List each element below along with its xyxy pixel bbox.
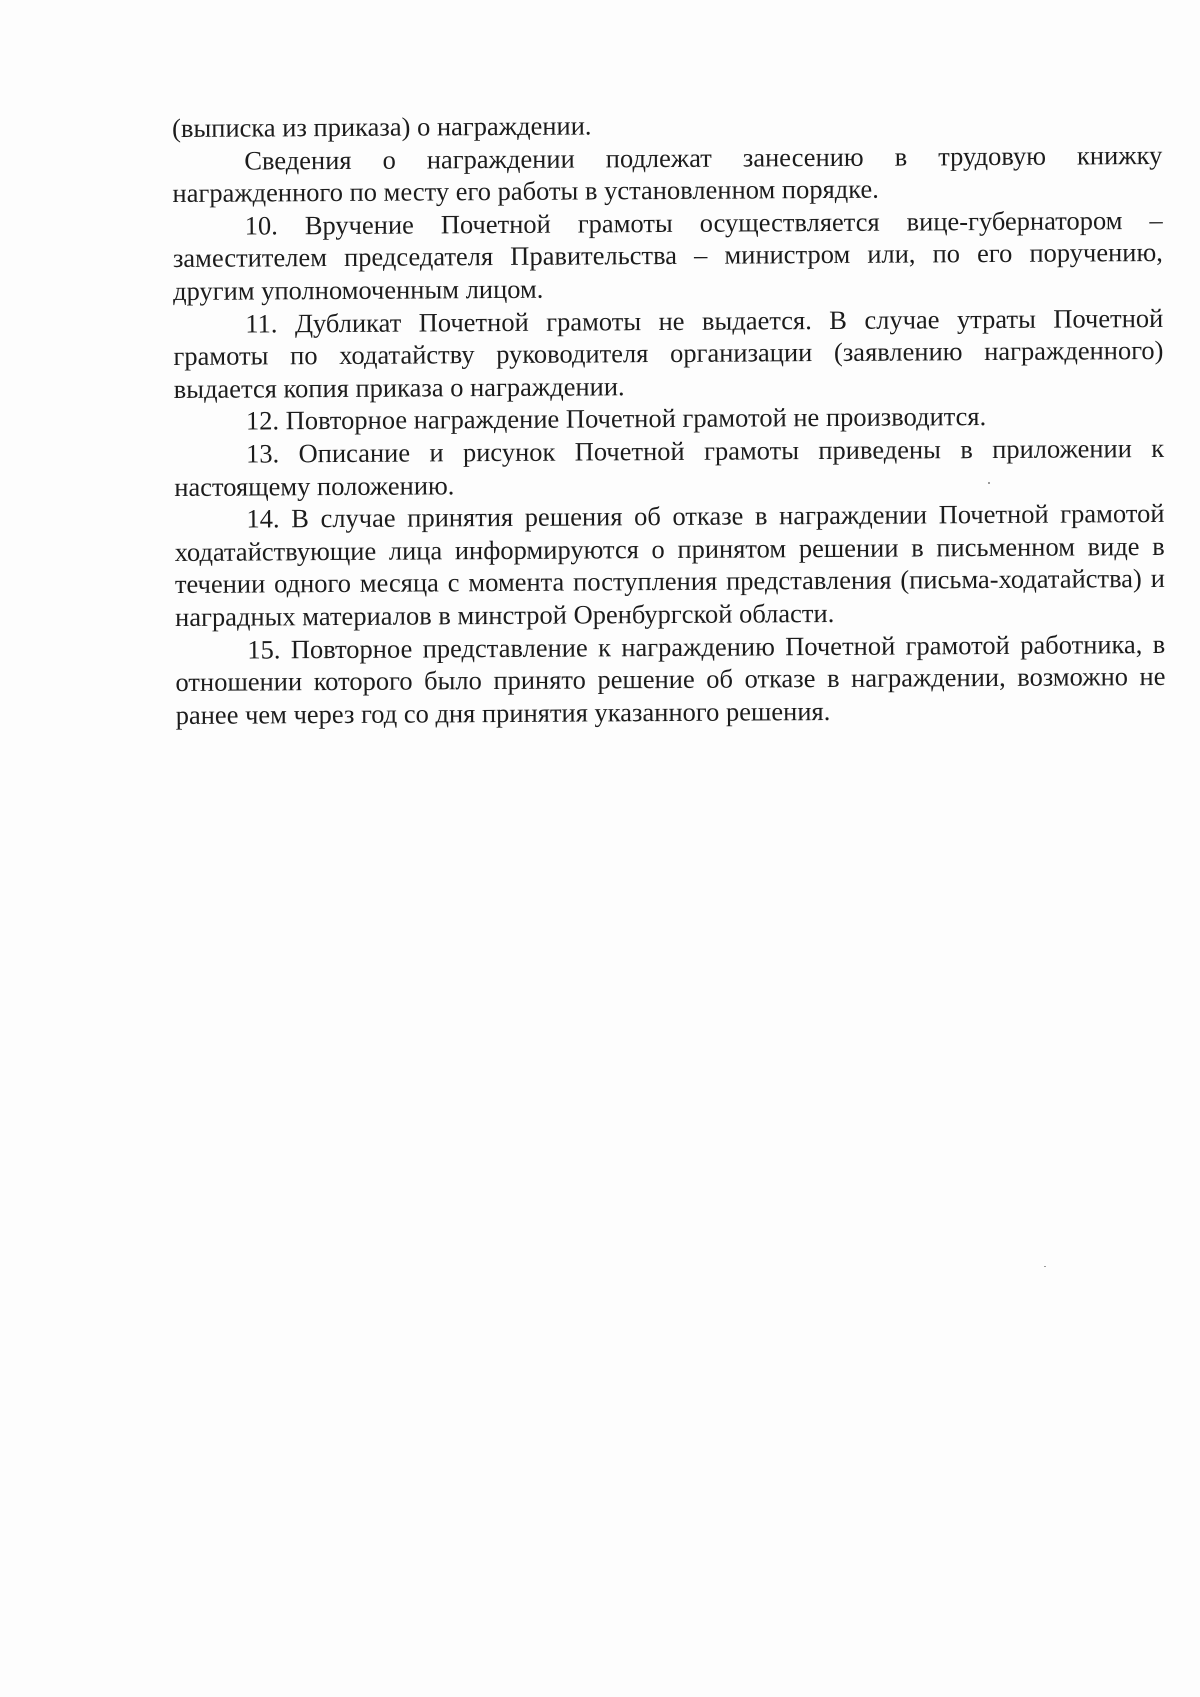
paragraph-item-12: 12. Повторное награждение Почетной грамотой не производится. <box>245 401 987 436</box>
paragraph-item-14: 14. В случае принятия решения об отказе в награждении Почетной грамотой ходатайствующие лица информируются о принятом решении в письменном виде в течении одного месяца с момента поступления представления (письма-ходатайства) и наградных материалов в минстрой Оренбургской области. <box>174 498 1165 632</box>
scan-speck <box>988 482 990 484</box>
paragraph-item-13: 13. Описание и рисунок Почетной грамоты приведены в приложении к настоящему положению. <box>174 432 1165 502</box>
paragraph-item-10: 10. Вручение Почетной грамоты осуществляется вице-губернатором – заместителем председателя Правительства – министром или, по его поручению, другим уполномоченным лицом. <box>172 204 1163 306</box>
paragraph-continuation: (выписка из приказа) о награждении. <box>172 110 592 143</box>
paragraph-item-15: 15. Повторное представление к награждению Почетной грамотой работника, в отношении которого было принято решение об отказе в награждении, возможно не ранее чем через год со дня принятия указанного решения. <box>175 628 1166 730</box>
paragraph-item-11: 11. Дубликат Почетной грамоты не выдается. В случае утраты Почетной грамоты по ходатайству руководителя организации (заявлению награжденного) выдается копия приказа о награждении. <box>173 302 1164 404</box>
document-body <box>172 106 1166 731</box>
paragraph-award-records: Сведения о награждении подлежат занесению в трудовую книжку награжденного по месту его работы в установленном порядке. <box>172 139 1163 209</box>
scan-speck <box>1044 1266 1046 1267</box>
